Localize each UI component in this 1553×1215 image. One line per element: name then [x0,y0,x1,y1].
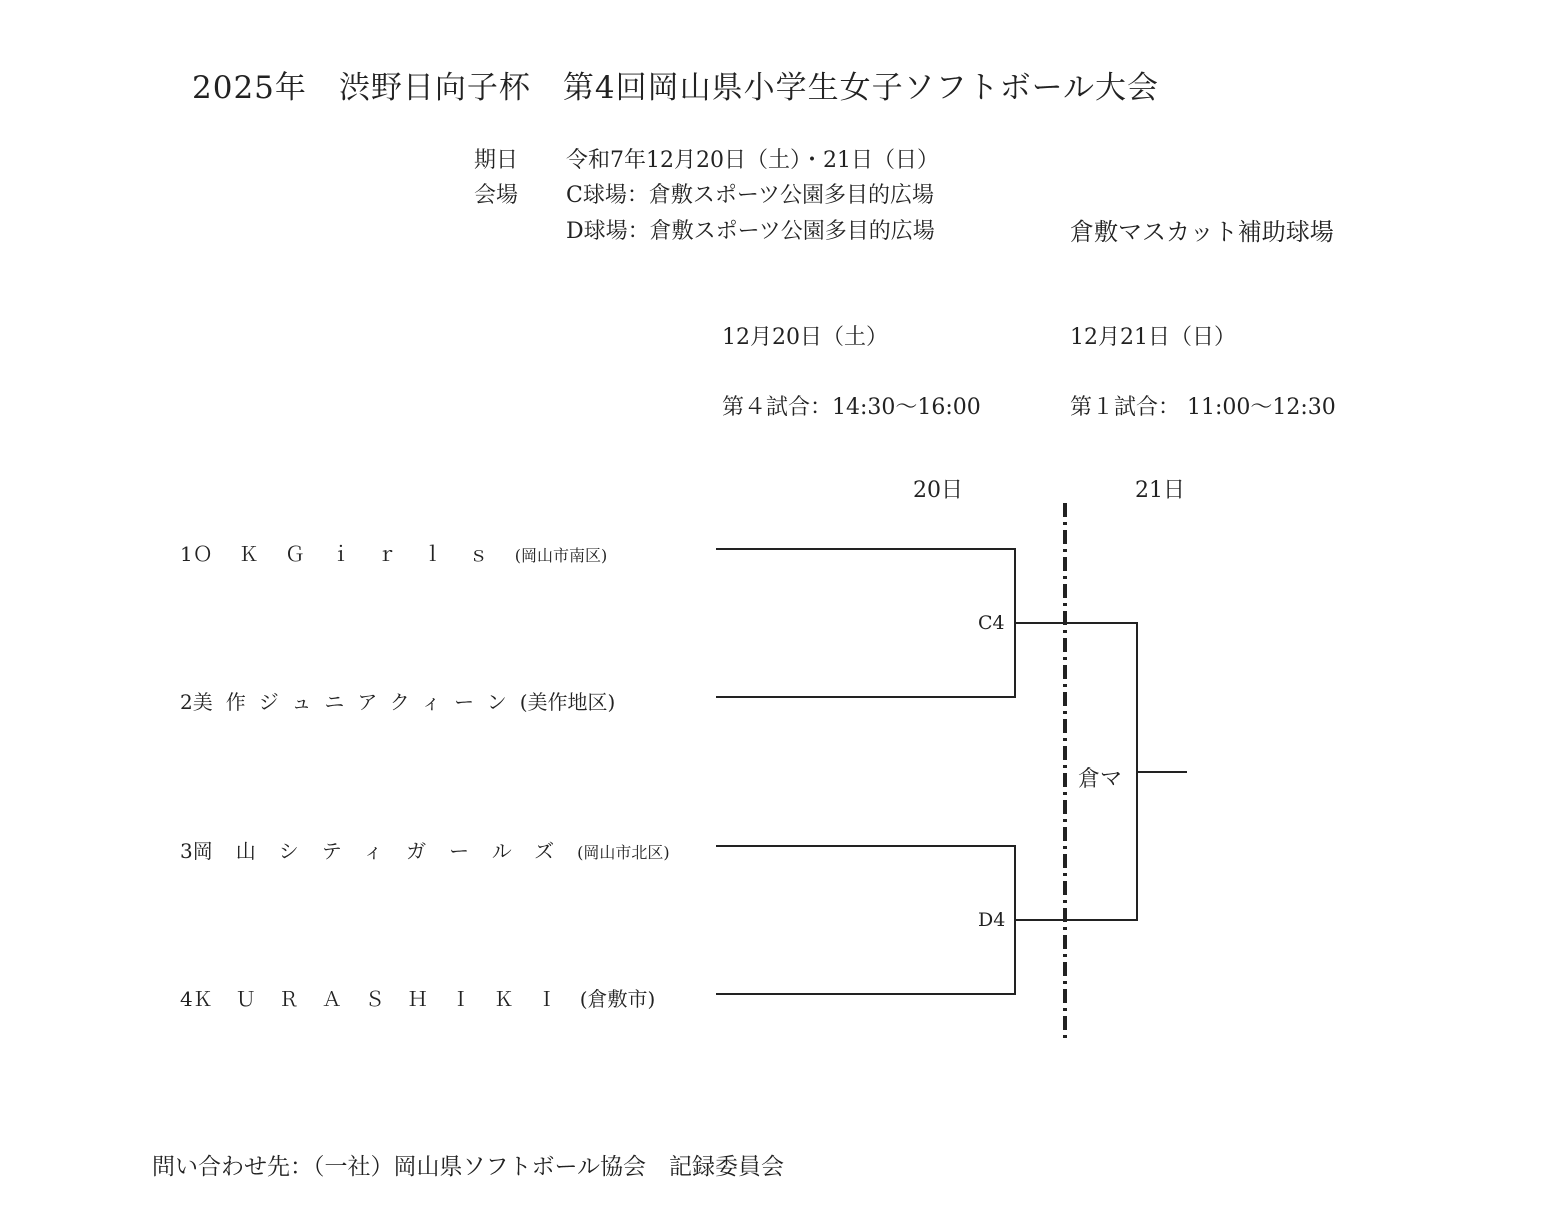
match-c-label: C4 [978,612,1005,634]
day2-date: 12月21日（日） [1070,325,1236,350]
team-region: (岡山市南区) [514,546,608,565]
team-region: (倉敷市) [579,987,656,1011]
date-value: 令和7年12月20日（土）・21日（日） [566,148,939,173]
team-name: ＯＫＧｉｒｌｓ [192,542,515,566]
team-region: (岡山市北区) [577,843,670,862]
day1-date: 12月20日（土） [722,325,888,350]
page-title: 2025年 渋野日向子杯 第4回岡山県小学生女子ソフトボール大会 [192,70,1159,106]
bracket-line-match-c [716,549,1015,697]
day1-header: 20日 [913,478,963,503]
venue-c: C球場：倉敷スポーツ公園多目的広場 [566,183,934,208]
team-name: 美作ジュニアクィーン [192,690,520,714]
team-number: 2 [180,690,193,714]
team-number: 3 [180,839,193,863]
team-number: 1 [180,542,193,566]
day1-game: 第４試合：14:30〜16:00 [722,395,981,420]
date-label: 期日 [474,148,519,173]
day2-game: 第１試合： 11:00〜12:30 [1070,395,1336,420]
match-d-label: D4 [978,909,1006,931]
contact-footer: 問い合わせ先：（一社）岡山県ソフトボール協会 記録委員会 [152,1154,785,1180]
team-region: (美作地区) [519,690,616,714]
day2-header: 21日 [1135,478,1185,503]
venue-extra: 倉敷マスカット補助球場 [1070,218,1334,246]
team-name: ＫＵＲＡＳＨＩＫＩ [192,987,580,1011]
team-number: 4 [180,987,193,1011]
venue-label: 会場 [474,183,519,208]
venue-d: D球場：倉敷スポーツ公園多目的広場 [566,219,935,244]
bracket-line-match-d [716,846,1015,994]
team-name: 岡山シティガールズ [192,839,578,863]
final-venue-label: 倉マ [1078,760,1122,795]
